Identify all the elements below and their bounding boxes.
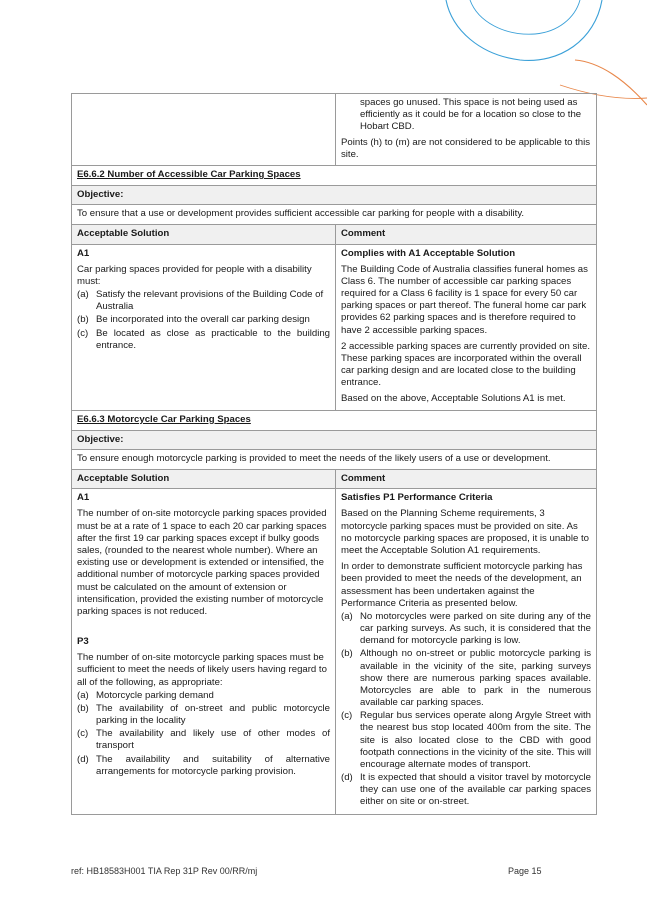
list-item: (a) No motorcycles were parked on site during any of the car parking surveys. As such, it is considered that the demand for motorcycle parking is low. bbox=[341, 610, 591, 647]
list-item: (c) Regular bus services operate along Argyle Street with the nearest bus stop located 400m from the site. The site is also located close to the CBD with good footpath connections in the vicinity of the site. This will encourage alternate modes of transport. bbox=[341, 710, 591, 770]
solution-heading: A1 bbox=[77, 492, 90, 504]
comment-cell bbox=[336, 489, 597, 814]
column-header-row bbox=[72, 470, 597, 489]
solution-intro: Car parking spaces provided for people with a disability must: bbox=[77, 263, 312, 287]
objective-row bbox=[72, 449, 597, 469]
solution-cell bbox=[72, 489, 336, 814]
objective-row bbox=[72, 205, 597, 225]
points-note: Points (h) to (m) are not considered to be applicable to this site. bbox=[341, 136, 591, 160]
solution-paragraph: The number of on-site motorcycle parking spaces provided must be at a rate of 1 space to each 20 car parking spaces after the first 19 car parking spaces except if bulky goods sales, (rounded to the nearest whole number). Where an existing use or development is extended or intensified, the additional number of motorcycle parking spaces provided must be calculated on the amount of extension or intensification, provided the existing number of motorcycle parking spaces is not reduced. bbox=[77, 508, 327, 617]
objective-label-row bbox=[72, 430, 597, 449]
objective-label: Objective: bbox=[72, 430, 597, 449]
solution-list bbox=[77, 289, 330, 352]
objective-text: To ensure enough motorcycle parking is provided to meet the needs of the likely users of a use or development. bbox=[72, 449, 597, 469]
comment-paragraph: In order to demonstrate sufficient motorcycle parking has been provided to meet the needs of the development, an assessment has been undertaken against the Performance Criteria as presented below. bbox=[341, 561, 583, 609]
continuation-row bbox=[72, 94, 597, 166]
assessment-table bbox=[71, 93, 597, 815]
col-comment: Comment bbox=[336, 225, 597, 244]
solution-paragraph: The number of on-site motorcycle parking spaces must be sufficient to meet the needs of likely users having regard to all of the following, as appropriate: bbox=[77, 652, 327, 688]
solution-heading: P3 bbox=[77, 636, 89, 648]
section-title-row bbox=[72, 410, 597, 430]
comment-paragraph: Based on the Planning Scheme requirements, 3 motorcycle parking spaces must be provided on site. As no motorcycle parking spaces are proposed, it is unable to meet the Acceptable Solution A1 requirements. bbox=[341, 508, 589, 556]
blue-arc-inner bbox=[470, 0, 580, 34]
list-item: (c) Be located as close as practicable to the building entrance. bbox=[77, 327, 330, 351]
continuation-cell bbox=[336, 94, 597, 166]
col-acceptable-solution: Acceptable Solution bbox=[72, 470, 336, 489]
col-comment: Comment bbox=[336, 470, 597, 489]
solution-list bbox=[77, 690, 330, 778]
objective-text: To ensure that a use or development provides sufficient accessible car parking for people with a disability. bbox=[72, 205, 597, 225]
section-title-row bbox=[72, 165, 597, 185]
empty-cell bbox=[72, 94, 336, 166]
comment-list bbox=[341, 611, 591, 809]
column-header-row bbox=[72, 225, 597, 244]
list-item: (b) Although no on-street or public motorcycle parking is available in the vicinity of the site, parking surveys show there are numerous parking spaces available. Motorcycles are able to park in the numerous available car parking spaces. bbox=[341, 648, 591, 709]
list-item: (a) Motorcycle parking demand bbox=[77, 689, 214, 701]
comment-cell bbox=[336, 244, 597, 410]
list-item: (a) Satisfy the relevant provisions of the Building Code of Australia bbox=[77, 289, 324, 313]
section-title: E6.6.3 Motorcycle Car Parking Spaces bbox=[77, 413, 251, 425]
comment-paragraph: 2 accessible parking spaces are currently provided on site. These parking spaces are incorporated within the overall car parking design and are located close to the building entrance. bbox=[341, 340, 591, 389]
comment-paragraph: The Building Code of Australia classifies funeral homes as Class 6. The number of accessible car parking spaces required for a Class 6 facility is 1 space for every 50 car parking spaces or part thereof. The funeral home car park provides 62 parking spaces and is therefore required to have 2 accessible parking spaces. bbox=[341, 263, 588, 336]
col-acceptable-solution: Acceptable Solution bbox=[72, 225, 336, 244]
comment-heading: Complies with A1 Acceptable Solution bbox=[341, 247, 516, 259]
list-item: (c) The availability and likely use of other modes of transport bbox=[77, 728, 330, 752]
list-item: (b) Be incorporated into the overall car parking design bbox=[77, 314, 310, 326]
comment-heading: Satisfies P1 Performance Criteria bbox=[341, 492, 493, 504]
solution-cell bbox=[72, 244, 336, 410]
objective-label: Objective: bbox=[72, 186, 597, 205]
list-item: (b) The availability of on-street and public motorcycle parking in the locality bbox=[77, 702, 330, 727]
blue-arc bbox=[446, 0, 602, 60]
footer-reference: ref: HB18583H001 TIA Rep 31P Rev 00/RR/mj bbox=[71, 866, 258, 876]
section-title: E6.6.2 Number of Accessible Car Parking Spaces bbox=[77, 168, 301, 180]
comment-paragraph: Based on the above, Acceptable Solutions A1 is met. bbox=[341, 393, 566, 405]
solution-heading: A1 bbox=[77, 247, 90, 259]
list-item: (d) The availability and suitability of alternative arrangements for motorcycle parking provision. bbox=[77, 753, 330, 777]
content-row bbox=[72, 489, 597, 814]
objective-label-row bbox=[72, 186, 597, 205]
page-number: Page 15 bbox=[508, 866, 542, 876]
list-item: (d) It is expected that should a visitor travel by motorcycle they can use one of the available car parking spaces either on site or on-street. bbox=[341, 772, 591, 808]
content-row bbox=[72, 244, 597, 410]
continued-text: spaces go unused. This space is not being used as efficiently as it could be for a location so close to the Hobart CBD. bbox=[360, 97, 582, 133]
